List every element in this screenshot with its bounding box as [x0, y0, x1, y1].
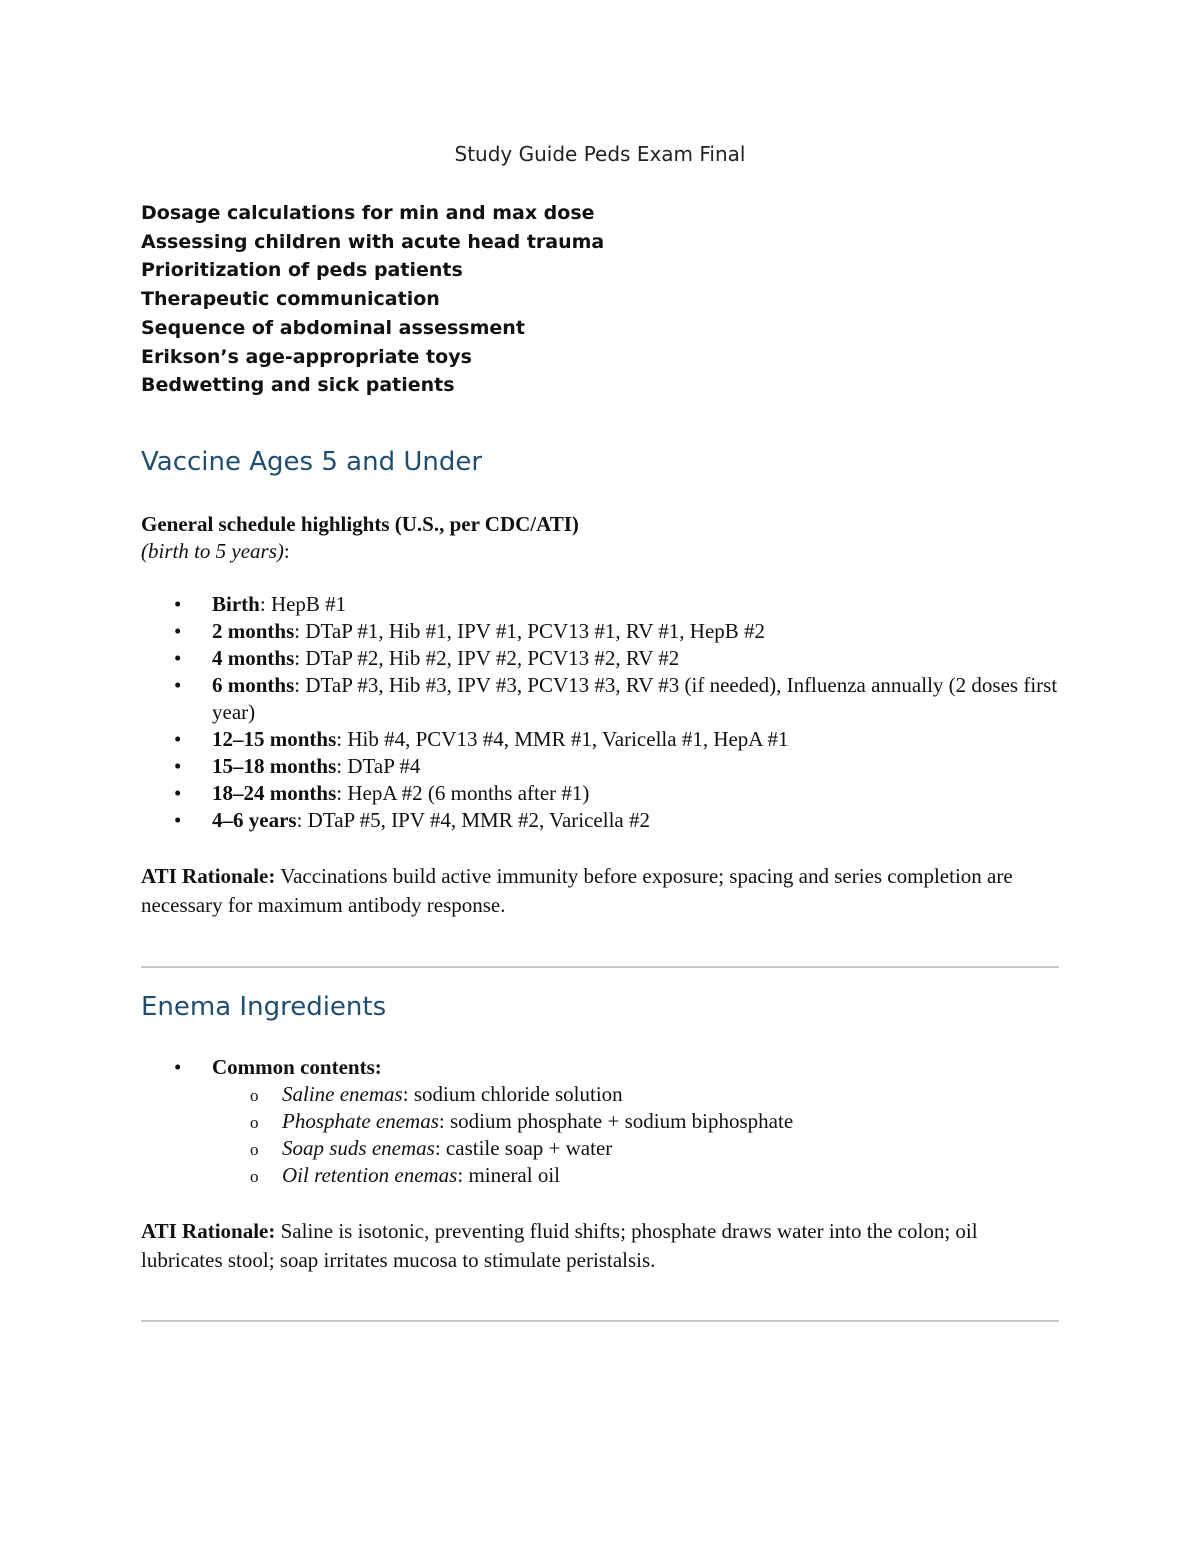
vaccine-schedule-list [141, 591, 1061, 834]
schedule-item: • 15–18 months: DTaP #4 [141, 753, 1061, 780]
enema-list [141, 1054, 1061, 1189]
topic-item: Dosage calculations for min and max dose [141, 202, 595, 224]
enema-type-name: Phosphate enemas [282, 1109, 439, 1133]
schedule-age: 12–15 months [212, 727, 337, 751]
schedule-vaccines: DTaP #4 [347, 754, 421, 778]
schedule-item: • 4 months: DTaP #2, Hib #2, IPV #2, PCV13 #2, RV #2 [141, 645, 1061, 672]
schedule-vaccines: DTaP #2, Hib #2, IPV #2, PCV13 #2, RV #2 [305, 646, 680, 670]
topic-item: Assessing children with acute head trauma [141, 230, 605, 253]
schedule-item: • 6 months: DTaP #3, Hib #3, IPV #3, PCV13 #3, RV #3 (if needed), Influenza annually (2 doses first year) [141, 672, 1061, 726]
enema-heading: Enema Ingredients [141, 992, 387, 1022]
schedule-item: • 18–24 months: HepA #2 (6 months after #1) [141, 780, 1061, 807]
enema-type: o Soap suds enemas: castile soap + water [212, 1135, 1061, 1162]
schedule-age: 18–24 months [212, 781, 337, 805]
schedule-age: 15–18 months [212, 754, 337, 778]
enema-type-desc: castile soap + water [445, 1136, 613, 1160]
schedule-item: • 4–6 years: DTaP #5, IPV #4, MMR #2, Varicella #2 [141, 807, 1061, 834]
enema-contents-item [141, 1054, 1061, 1189]
schedule-vaccines: HepA #2 (6 months after #1) [347, 781, 590, 805]
enema-type-name: Saline enemas [282, 1082, 403, 1106]
section-divider [141, 1320, 1059, 1322]
enema-type: o Phosphate enemas: sodium phosphate + sodium biphosphate [212, 1108, 1061, 1135]
enema-type: o Saline enemas: sodium chloride solution [212, 1081, 1061, 1108]
schedule-item: • Birth: HepB #1 [141, 591, 1061, 618]
schedule-item: • 12–15 months: Hib #4, PCV13 #4, MMR #1, Varicella #1, HepA #1 [141, 726, 1061, 753]
schedule-vaccines: DTaP #3, Hib #3, IPV #3, PCV13 #3, RV #3 (if needed), Influenza annually (2 doses first year) [212, 673, 1058, 724]
enema-contents-label: Common contents: [212, 1055, 382, 1079]
schedule-age: 6 months [212, 673, 295, 697]
topic-item: Bedwetting and sick patients [141, 374, 455, 397]
topic-item: Erikson’s age-appropriate toys [141, 345, 472, 368]
topic-item: Prioritization of peds patients [141, 259, 463, 282]
rationale-label: ATI Rationale: [141, 1219, 276, 1243]
section-divider [141, 966, 1059, 968]
enema-type-desc: mineral oil [468, 1163, 561, 1187]
topic-item: Sequence of abdominal assessment [141, 316, 525, 339]
enema-type: o Oil retention enemas: mineral oil [212, 1162, 1061, 1189]
enema-type-desc: sodium chloride solution [413, 1082, 623, 1106]
enema-rationale [141, 1217, 1061, 1275]
enema-type-desc: sodium phosphate + sodium biphosphate [449, 1109, 794, 1133]
enema-type-name: Soap suds enemas [282, 1136, 435, 1160]
schedule-vaccines: DTaP #1, Hib #1, IPV #1, PCV13 #1, RV #1, HepB #2 [305, 619, 766, 643]
enema-type-name: Oil retention enemas [282, 1163, 458, 1187]
vaccine-subnote: (birth to 5 years) [141, 539, 284, 563]
topic-item: Therapeutic communication [141, 288, 440, 311]
vaccine-rationale [141, 862, 1061, 920]
schedule-age: 4–6 years [212, 808, 297, 832]
rationale-text: Vaccinations build active immunity before exposure; spacing and series completion are necessary for maximum antibody response. [141, 864, 1013, 917]
page-title: Study Guide Peds Exam Final [454, 142, 746, 166]
schedule-vaccines: HepB #1 [270, 592, 347, 616]
rationale-label: ATI Rationale: [141, 864, 276, 888]
enema-type-list [212, 1081, 1061, 1189]
schedule-vaccines: Hib #4, PCV13 #4, MMR #1, Varicella #1, HepA #1 [347, 727, 789, 751]
vaccine-subheading-block: General schedule highlights (U.S., per CDC/ATI) (birth to 5 years): [141, 512, 579, 563]
schedule-age: 2 months [212, 619, 295, 643]
schedule-age: 4 months [212, 646, 295, 670]
topic-list [141, 199, 604, 400]
vaccine-subheading: General schedule highlights (U.S., per CDC/ATI) [141, 512, 579, 536]
schedule-item: • 2 months: DTaP #1, Hib #1, IPV #1, PCV13 #1, RV #1, HepB #2 [141, 618, 1061, 645]
rationale-text: Saline is isotonic, preventing fluid shifts; phosphate draws water into the colon; oil lubricates stool; soap irritates mucosa to stimulate peristalsis. [141, 1219, 978, 1272]
schedule-vaccines: DTaP #5, IPV #4, MMR #2, Varicella #2 [307, 808, 650, 832]
vaccine-heading: Vaccine Ages 5 and Under [141, 447, 483, 477]
schedule-age: Birth [212, 592, 260, 616]
